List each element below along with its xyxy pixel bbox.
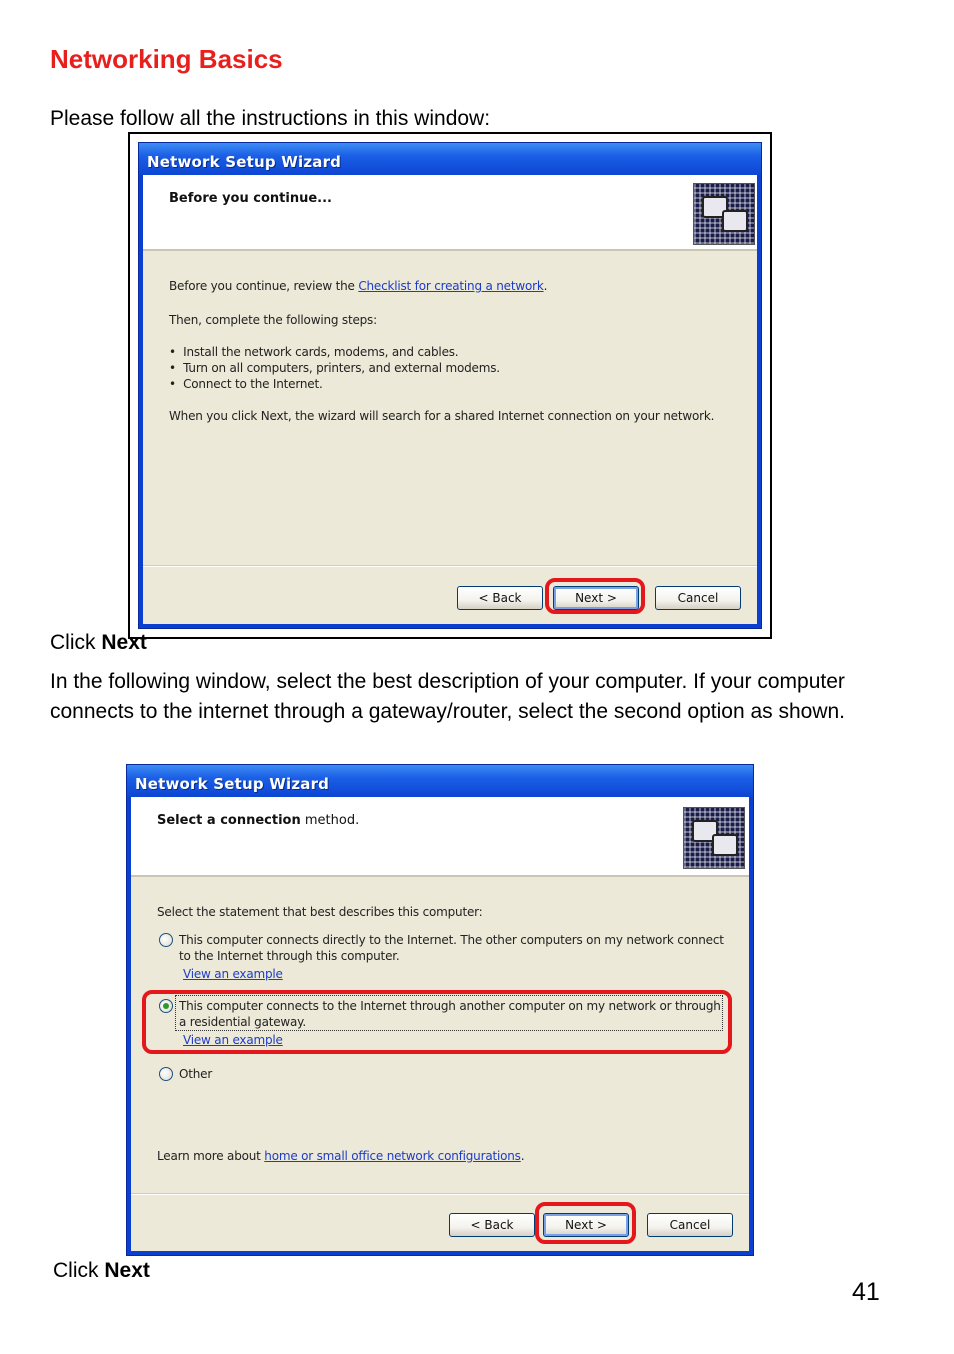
learn-suffix: . bbox=[520, 1149, 525, 1163]
step-bullet: • Turn on all computers, printers, and external modems. bbox=[169, 361, 500, 375]
instruction-line: connects to the internet through a gateway/router, select the second option as shown. bbox=[50, 700, 846, 723]
view-example-link[interactable]: View an example bbox=[183, 967, 283, 981]
window-title: Network Setup Wizard bbox=[127, 765, 753, 797]
checklist-prefix: Before you continue, review the bbox=[169, 279, 359, 293]
option-direct-line: to the Internet through this computer. bbox=[179, 949, 400, 963]
click-prefix: Click bbox=[50, 631, 102, 654]
next-highlight bbox=[535, 1202, 636, 1244]
option-other-label: Other bbox=[179, 1067, 213, 1081]
radio-direct-connection[interactable] bbox=[159, 933, 173, 947]
checklist-line bbox=[169, 279, 547, 293]
header-rest: method. bbox=[300, 813, 360, 828]
wizard-header-title: Before you continue... bbox=[169, 191, 332, 206]
intro-text: Please follow all the instructions in this window: bbox=[50, 107, 491, 130]
step-bullet: • Install the network cards, modems, and cables. bbox=[169, 345, 459, 359]
gateway-option-highlight bbox=[142, 990, 732, 1054]
page-number: 41 bbox=[852, 1278, 880, 1306]
cancel-button[interactable]: Cancel bbox=[655, 586, 741, 610]
next-highlight bbox=[545, 578, 645, 614]
click-next-instruction bbox=[53, 1256, 150, 1286]
step-text: Connect to the Internet. bbox=[183, 377, 323, 391]
footer-divider bbox=[143, 565, 757, 567]
step-text: Turn on all computers, printers, and external modems. bbox=[183, 361, 500, 375]
page-heading: Networking Basics bbox=[50, 44, 283, 74]
option-direct-line: This computer connects directly to the Internet. The other computers on my network connect bbox=[179, 933, 724, 947]
header-bold: Select a connection bbox=[157, 813, 301, 828]
view-example-link[interactable]: View an example bbox=[183, 1033, 283, 1047]
checklist-link[interactable]: Checklist for creating a network bbox=[358, 279, 544, 293]
wizard-window-before-continue bbox=[138, 142, 762, 629]
back-button[interactable]: < Back bbox=[449, 1213, 535, 1237]
footer-divider bbox=[131, 1193, 749, 1195]
step-text: Install the network cards, modems, and cables. bbox=[183, 345, 459, 359]
next-button[interactable]: Next > bbox=[553, 586, 639, 610]
wizard-header bbox=[143, 175, 757, 251]
learn-prefix: Learn more about bbox=[157, 1149, 265, 1163]
checklist-suffix: . bbox=[543, 279, 548, 293]
network-computers-icon bbox=[683, 807, 745, 869]
cancel-button[interactable]: Cancel bbox=[647, 1213, 733, 1237]
wizard-client bbox=[143, 175, 757, 624]
learn-more-line bbox=[157, 1149, 524, 1163]
step-bullet: • Connect to the Internet. bbox=[169, 377, 323, 391]
click-next-instruction bbox=[50, 628, 147, 658]
wizard-header-title bbox=[157, 813, 359, 828]
network-configurations-link[interactable]: home or small office network configurations bbox=[264, 1149, 521, 1163]
option-gateway-line: a residential gateway. bbox=[179, 1015, 306, 1029]
window-title: Network Setup Wizard bbox=[139, 143, 761, 175]
next-button[interactable]: Next > bbox=[543, 1213, 629, 1237]
next-explanation: When you click Next, the wizard will search for a shared Internet connection on your network. bbox=[169, 409, 715, 423]
next-word: Next bbox=[101, 631, 147, 654]
click-prefix: Click bbox=[53, 1259, 105, 1282]
network-computers-icon bbox=[693, 183, 755, 245]
option-gateway-line: This computer connects to the Internet through another computer on my network or through bbox=[179, 999, 721, 1013]
option-prompt: Select the statement that best describes this computer: bbox=[157, 905, 483, 919]
next-word: Next bbox=[104, 1259, 150, 1282]
instruction-line: In the following window, select the best description of your computer. If your computer bbox=[50, 670, 845, 693]
wizard-header bbox=[131, 797, 749, 877]
back-button[interactable]: < Back bbox=[457, 586, 543, 610]
steps-intro: Then, complete the following steps: bbox=[169, 313, 377, 327]
radio-other[interactable] bbox=[159, 1067, 173, 1081]
